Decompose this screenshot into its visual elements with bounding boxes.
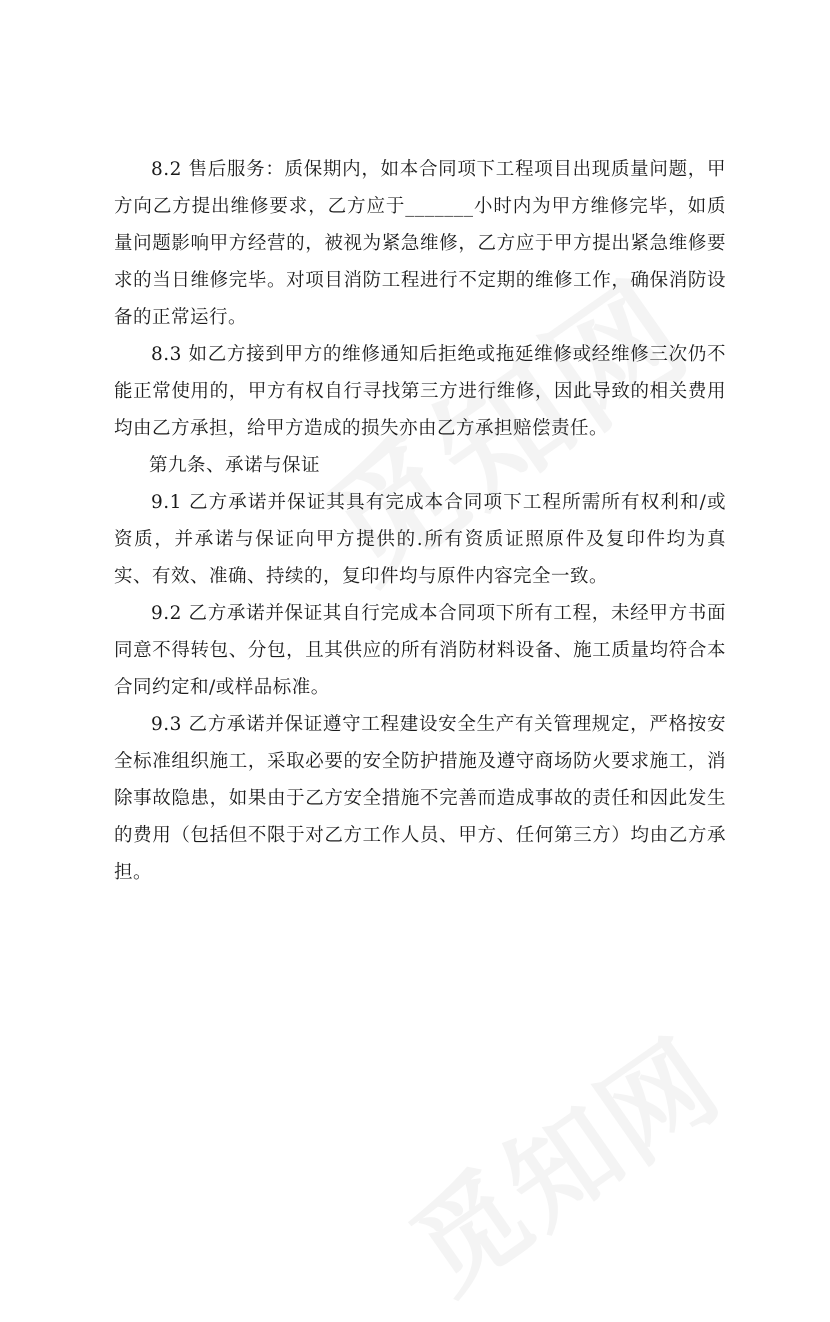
clause-8-2: 8.2 售后服务：质保期内，如本合同项下工程项目出现质量问题，甲方向乙方提出维修要求，乙方应于_______小时内为甲方维修完毕，如质量问题影响甲方经营的，被视为紧急维修，乙方应于甲方提出紧急维修要求的当日维修完毕。对项目消防工程进行不定期的维修工作，确保消防设备的正常运行。 [114, 159, 726, 328]
clause-9-1: 9.1 乙方承诺并保证其具有完成本合同项下工程所需所有权利和/或资质，并承诺与保证向甲方提供的.所有资质证照原件及复印件均为真实、有效、准确、持续的，复印件均与原件内容完全一致。 [114, 492, 726, 587]
clause-8-3: 8.3 如乙方接到甲方的维修通知后拒绝或拖延维修或经维修三次仍不能正常使用的，甲方有权自行寻找第三方进行维修，因此导致的相关费用均由乙方承担，给甲方造成的损失亦由乙方承担赔偿责任。 [114, 344, 726, 439]
clause-9-3: 9.3 乙方承诺并保证遵守工程建设安全生产有关管理规定，严格按安全标准组织施工，采取必要的安全防护措施及遵守商场防火要求施工，消除事故隐患，如果由于乙方安全措施不完善而造成事故的责任和因此发生的费用（包括但不限于对乙方工作人员、甲方、任何第三方）均由乙方承担。 [114, 714, 726, 883]
clause-9-2: 9.2 乙方承诺并保证其自行完成本合同项下所有工程，未经甲方书面同意不得转包、分包，且其供应的所有消防材料设备、施工质量均符合本合同约定和/或样品标准。 [114, 603, 726, 698]
watermark-logo-bottom [376, 996, 747, 1322]
article-9-heading: 第九条、承诺与保证 [149, 455, 321, 476]
document-body [114, 151, 726, 891]
